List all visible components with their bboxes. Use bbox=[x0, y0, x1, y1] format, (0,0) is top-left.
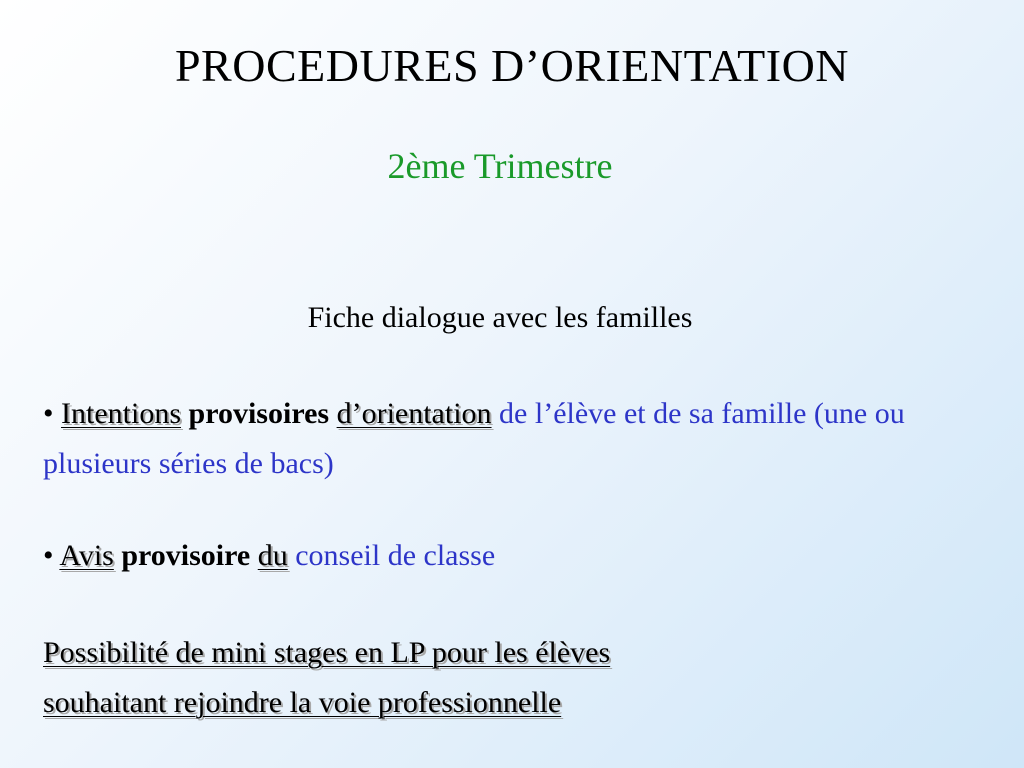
bullet-avis-word-2: provisoire bbox=[121, 539, 251, 572]
closing-paragraph bbox=[43, 628, 983, 728]
bullet-avis bbox=[43, 531, 983, 581]
bullet-intentions bbox=[43, 389, 983, 489]
bullet-intentions-word-1: Intentions bbox=[61, 397, 182, 430]
bullet-avis-rest: conseil de classe bbox=[295, 539, 496, 572]
section-heading: Fiche dialogue avec les familles bbox=[307, 301, 693, 334]
bullet-intentions-rest: de l’élève et de sa famille (une ou plusieurs séries de bacs) bbox=[43, 397, 905, 480]
bullet-marker: • bbox=[43, 397, 54, 430]
bullet-avis-word-1: Avis bbox=[59, 539, 114, 572]
closing-line-1: Possibilité de mini stages en LP pour les élèves bbox=[43, 636, 611, 669]
closing-line-2: souhaitant rejoindre la voie professionnelle bbox=[43, 686, 562, 719]
bullet-marker: • bbox=[43, 539, 54, 572]
bullet-intentions-word-2: provisoires bbox=[188, 397, 330, 430]
bullet-intentions-word-3: d’orientation bbox=[336, 397, 492, 430]
slide-title: PROCEDURES D’ORIENTATION bbox=[174, 40, 850, 91]
bullet-avis-word-3: du bbox=[257, 539, 288, 572]
slide-subtitle: 2ème Trimestre bbox=[387, 146, 613, 186]
